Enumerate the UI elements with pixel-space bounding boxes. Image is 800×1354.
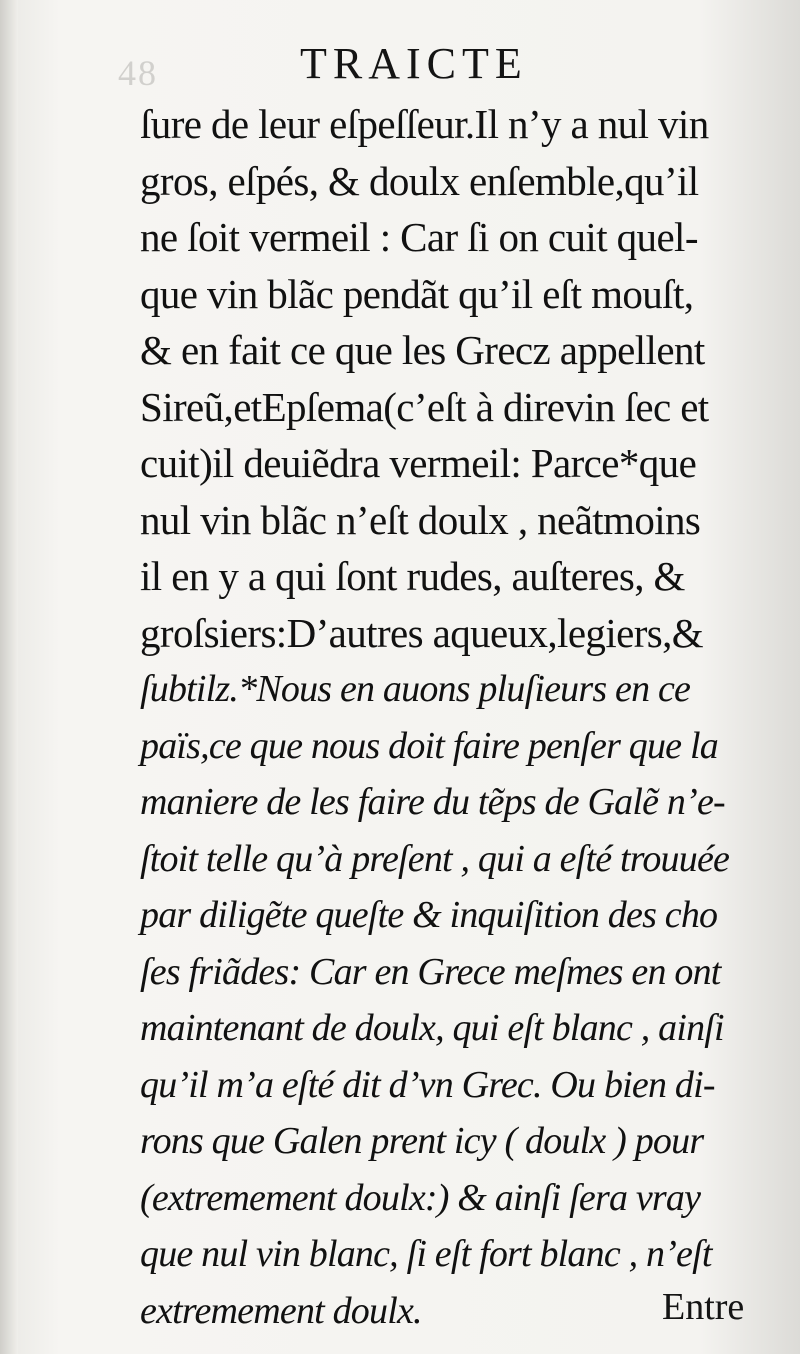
page-gutter-shadow: [0, 0, 18, 1354]
text-line: païs,ce que nous doit faire penſer que la: [140, 724, 718, 767]
text-line: gros, eſpés, & doulx enſemble,qu’il: [140, 157, 699, 204]
catchword: Entre: [662, 1286, 745, 1328]
page-number: 48: [118, 53, 158, 93]
text-line: maniere de les faire du tẽps de Galẽ n’e-: [140, 781, 725, 823]
text-line: ſubtilz.*Nous en auons pluſieurs en ce: [140, 668, 691, 710]
running-head: TRAICTE: [300, 39, 528, 88]
text-line: cuit)il deuiẽdra vermeil: Parce*que: [140, 440, 697, 486]
text-line: que nul vin blanc, ſi eſt fort blanc , n’eſt: [140, 1233, 712, 1275]
text-line: ſtoit telle qu’à preſent , qui a eſté trouuée: [140, 837, 730, 880]
text-line: ne ſoit vermeil : Car ſi on cuit quel-: [140, 214, 698, 260]
text-block: [140, 96, 765, 1339]
text-line: & en fait ce que les Grecz appellent: [140, 327, 705, 373]
text-line: par diligẽte queſte & inquiſition des cho: [140, 894, 718, 936]
text-line: (extremement doulx:) & ainſi ſera vray: [140, 1176, 701, 1219]
text-line: groſsiers:D’autres aqueux,legiers,&: [140, 609, 704, 656]
text-line: ſure de leur eſpeſſeur.Il n’y a nul vin: [140, 101, 709, 147]
text-line: extremement doulx.: [140, 1289, 422, 1332]
text-line: que vin blãc pendãt qu’il eſt mouſt,: [140, 270, 694, 317]
text-line: nul vin blãc n’eſt doulx , neãtmoins: [140, 496, 701, 543]
text-line: qu’il m’a eſté dit d’vn Grec. Ou bien di-: [140, 1063, 715, 1106]
text-line: maintenant de doulx, qui eſt blanc , ainſi: [140, 1007, 724, 1049]
text-line: ſes friãdes: Car en Grece meſmes en ont: [140, 950, 721, 993]
text-line: rons que Galen prent icy ( doulx ) pour: [140, 1120, 704, 1162]
text-line: il en y a qui ſont rudes, auſteres, &: [140, 553, 685, 599]
text-line: Sireũ,etEpſema(c’eſt à direvin ſec et: [140, 383, 709, 430]
